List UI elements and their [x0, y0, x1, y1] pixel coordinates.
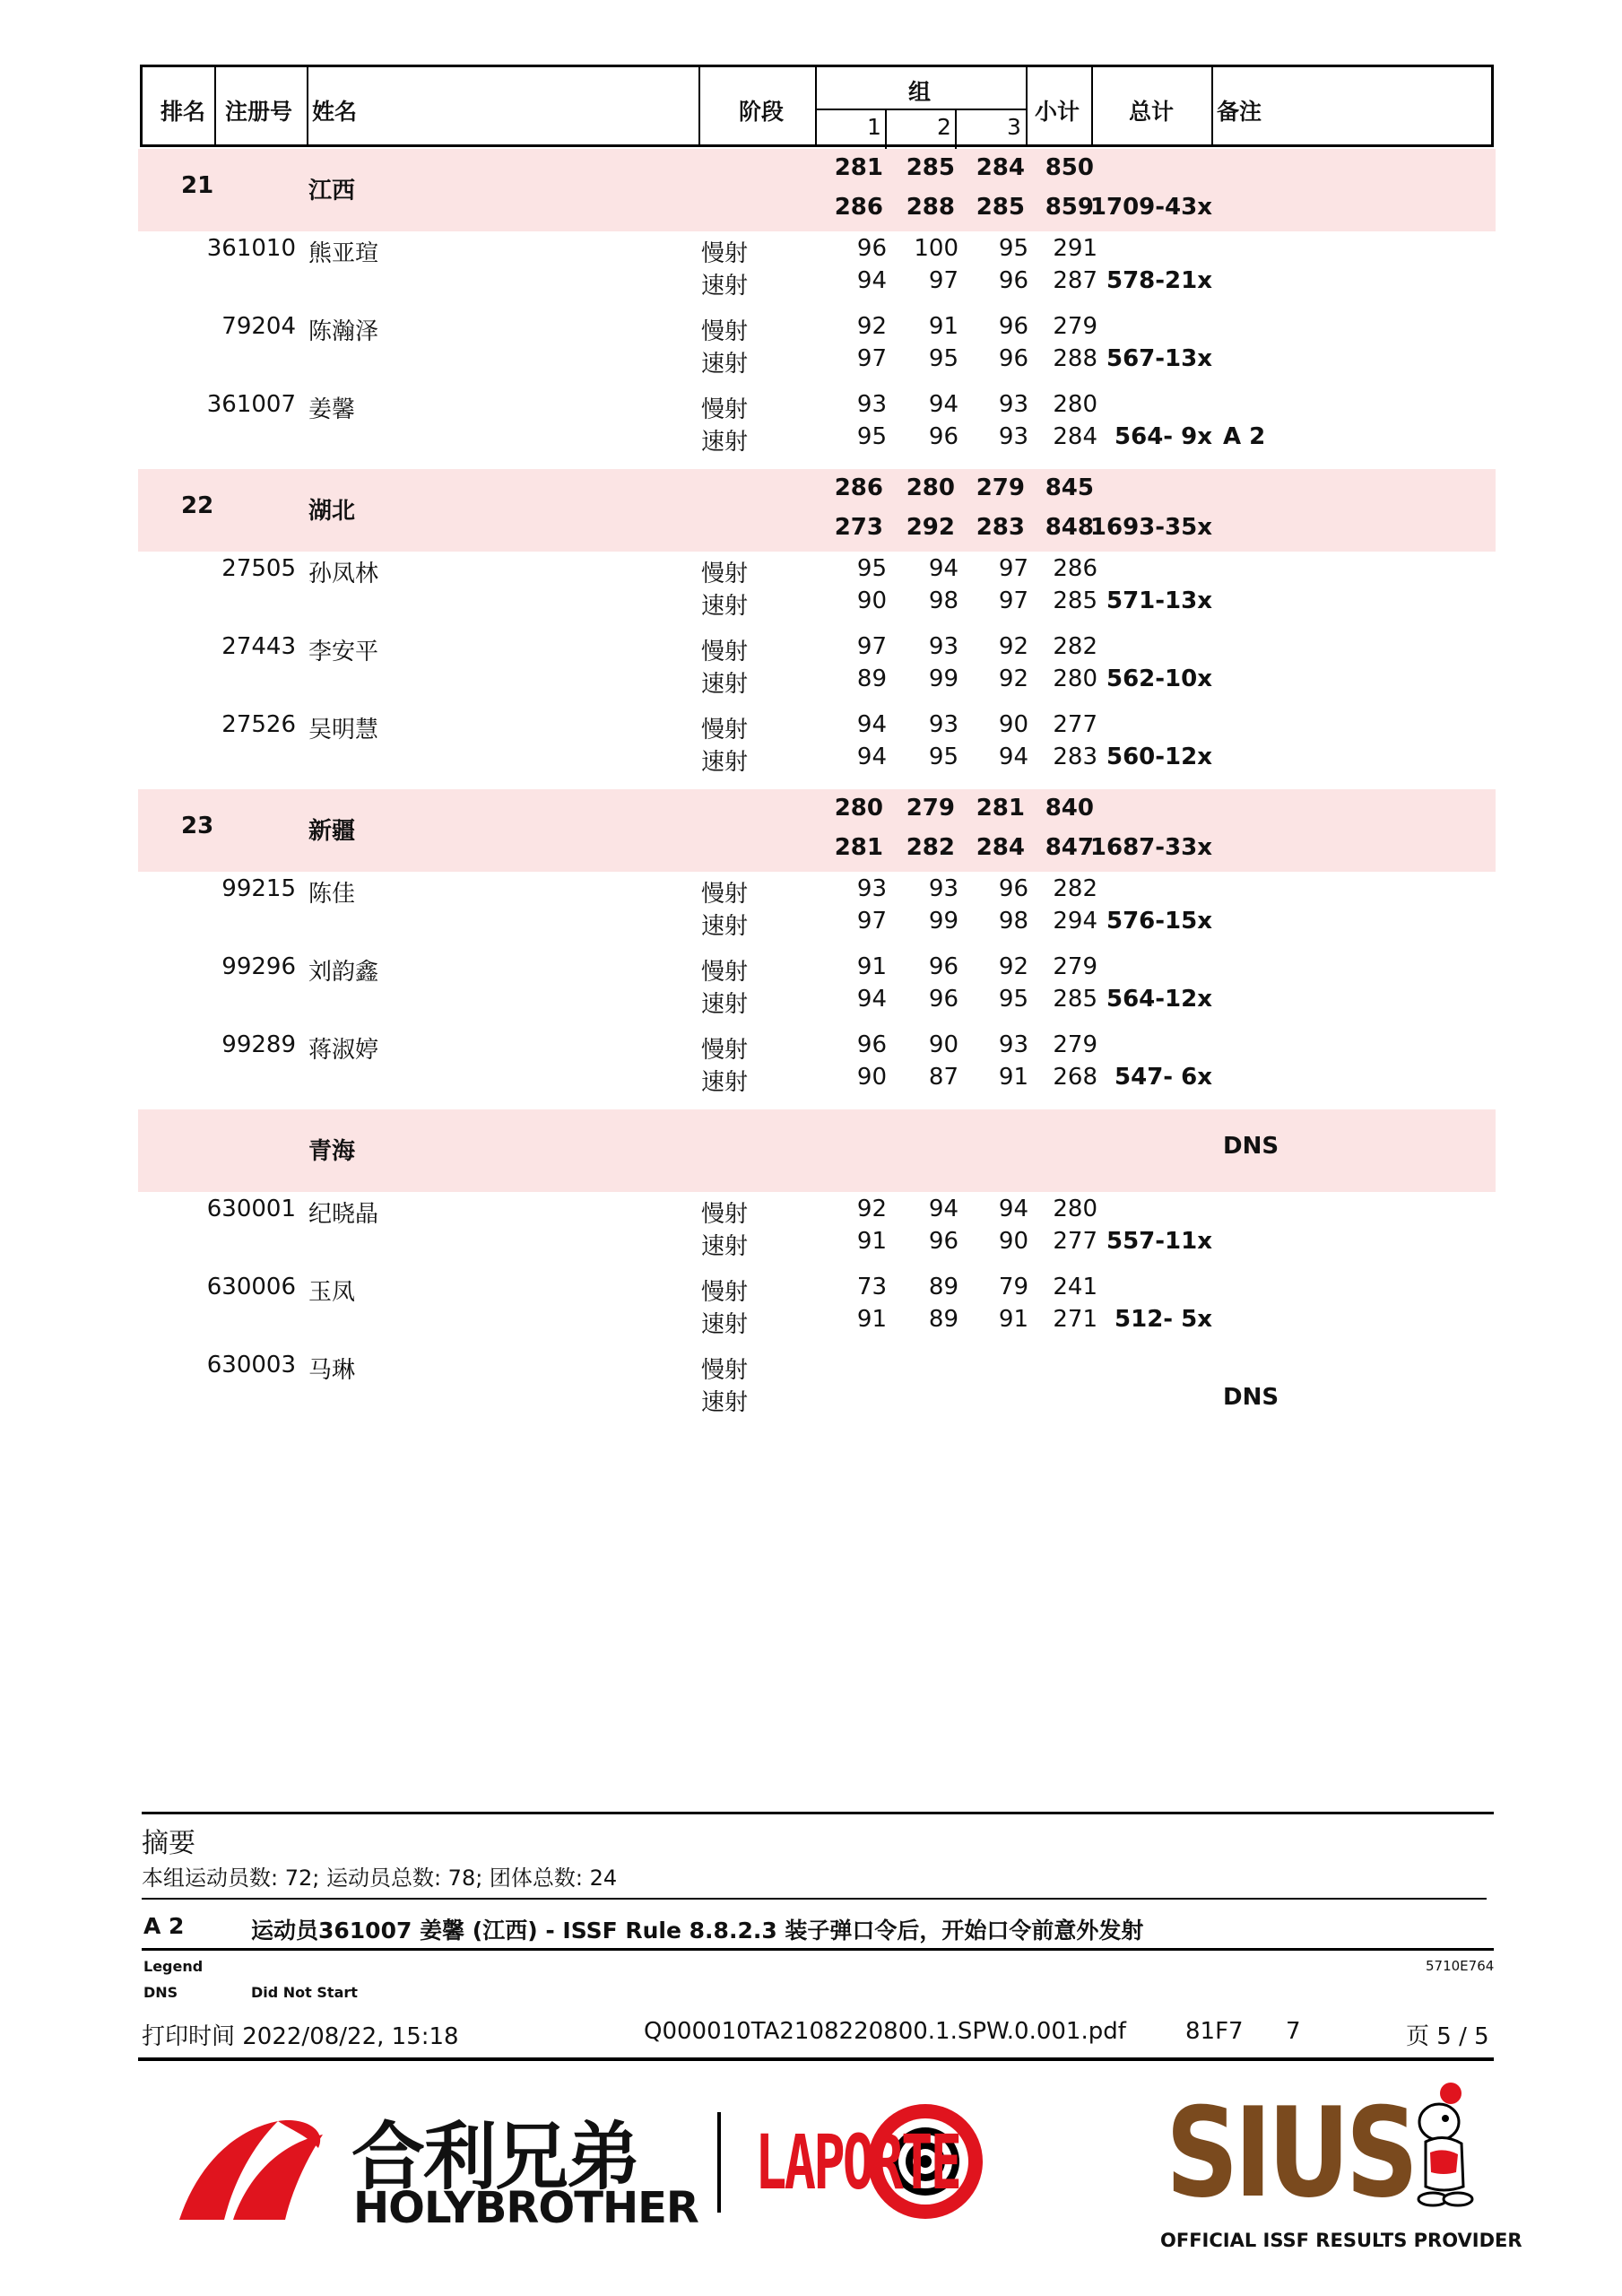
team-series-score: 848: [1045, 514, 1094, 541]
slow-series-score: 92: [856, 313, 887, 340]
rapid-series-score: 97: [856, 345, 887, 372]
team-rank: 21: [181, 172, 214, 199]
athlete-total: 571-13x: [1106, 587, 1212, 614]
athlete-total: 557-11x: [1106, 1228, 1212, 1255]
summary-text: 本组运动员数: 72; 运动员总数: 78; 团体总数: 24: [142, 1866, 618, 1891]
stage-rapid-label: 速射: [701, 1311, 749, 1338]
team-series-score: 280: [834, 795, 883, 822]
laporte-wordmark: LAPORTE: [755, 2118, 960, 2206]
athlete-total: 547- 6x: [1115, 1064, 1212, 1091]
team-series-score: 850: [1045, 154, 1094, 181]
athlete-reg-no: 99296: [221, 953, 296, 980]
athlete-name: 吴明慧: [308, 717, 379, 744]
stage-rapid-label: 速射: [701, 749, 749, 776]
slow-series-score: 94: [928, 391, 958, 418]
header-rank: 排名: [160, 99, 206, 125]
slow-series-score: 91: [928, 313, 958, 340]
athlete-reg-no: 27505: [221, 555, 296, 582]
athlete-reg-no: 361007: [206, 391, 296, 418]
slow-series-score: 93: [998, 1031, 1028, 1058]
rapid-series-score: 89: [928, 1306, 958, 1333]
results-table-header: [140, 65, 1494, 147]
team-series-score: 280: [906, 474, 955, 501]
slow-series-score: 96: [856, 235, 887, 262]
rapid-series-score: 96: [928, 1228, 958, 1255]
slow-series-score: 282: [1053, 633, 1097, 660]
group-divider: [815, 109, 1026, 110]
holybrother-logo: [170, 2094, 332, 2229]
athlete-remark: DNS: [1223, 1384, 1279, 1411]
col-divider: [698, 67, 700, 144]
rapid-series-score: 97: [998, 587, 1028, 614]
rapid-series-score: 284: [1053, 423, 1097, 450]
stage-rapid-label: 速射: [701, 1389, 749, 1416]
stage-rapid-label: 速射: [701, 1069, 749, 1096]
slow-series-score: 291: [1053, 235, 1097, 262]
stage-slow-label: 慢射: [701, 959, 749, 986]
rapid-series-score: 89: [856, 665, 887, 692]
legend-desc: Did Not Start: [251, 1984, 358, 2001]
athlete-total: 512- 5x: [1115, 1306, 1212, 1333]
rapid-series-score: 285: [1053, 587, 1097, 614]
team-total: 1709-43x: [1089, 194, 1212, 221]
rapid-series-score: 98: [928, 587, 958, 614]
rapid-series-score: 94: [856, 986, 887, 1013]
header-remark: 备注: [1217, 99, 1262, 125]
stage-rapid-label: 速射: [701, 671, 749, 698]
slow-series-score: 95: [856, 555, 887, 582]
legend-abbr: DNS: [143, 1984, 178, 2001]
team-name: 新疆: [308, 818, 356, 845]
team-series-score: 286: [834, 474, 883, 501]
team-series-score: 845: [1045, 474, 1094, 501]
athlete-reg-no: 630003: [206, 1352, 296, 1378]
rapid-series-score: 91: [856, 1228, 887, 1255]
slow-series-score: 96: [998, 875, 1028, 902]
col-divider: [1091, 67, 1093, 144]
athlete-total: 564-12x: [1106, 986, 1212, 1013]
header-name: 姓名: [312, 99, 358, 125]
slow-series-score: 279: [1053, 1031, 1097, 1058]
slow-series-score: 96: [856, 1031, 887, 1058]
stage-slow-label: 慢射: [701, 396, 749, 423]
group-subdivider: [885, 109, 887, 150]
slow-series-score: 73: [856, 1274, 887, 1300]
rapid-series-score: 91: [998, 1306, 1028, 1333]
athlete-reg-no: 630006: [206, 1274, 296, 1300]
slow-series-score: 94: [928, 555, 958, 582]
slow-series-score: 90: [928, 1031, 958, 1058]
stage-slow-label: 慢射: [701, 1037, 749, 1064]
file-name: Q000010TA2108220800.1.SPW.0.001.pdf: [644, 2018, 1126, 2045]
slow-series-score: 92: [856, 1196, 887, 1222]
rapid-series-score: 96: [928, 986, 958, 1013]
slow-series-score: 280: [1053, 1196, 1097, 1222]
team-name: 青海: [308, 1138, 356, 1165]
team-series-score: 840: [1045, 795, 1094, 822]
team-series-score: 285: [976, 194, 1025, 221]
note-text: 运动员361007 姜馨 (江西) - ISSF Rule 8.8.2.3 装子弹口令后，开始口令前意外发射: [251, 1918, 1144, 1944]
stage-rapid-label: 速射: [701, 593, 749, 620]
slow-series-score: 91: [856, 953, 887, 980]
team-name: 湖北: [308, 498, 356, 525]
team-series-score: 281: [976, 795, 1025, 822]
slow-series-score: 277: [1053, 711, 1097, 738]
rapid-series-score: 94: [856, 267, 887, 294]
slow-series-score: 279: [1053, 953, 1097, 980]
file-hash: 81F7: [1185, 2018, 1244, 2045]
team-series-score: 859: [1045, 194, 1094, 221]
col-divider: [307, 67, 308, 144]
stage-slow-label: 慢射: [701, 1201, 749, 1228]
rapid-series-score: 91: [998, 1064, 1028, 1091]
athlete-name: 熊亚瑄: [308, 240, 379, 267]
athlete-total: 564- 9x: [1115, 423, 1212, 450]
rapid-series-score: 96: [998, 345, 1028, 372]
slow-series-score: 92: [998, 953, 1028, 980]
athlete-name: 蒋淑婷: [308, 1037, 379, 1064]
stage-slow-label: 慢射: [701, 318, 749, 345]
header-reg-no: 注册号: [225, 99, 293, 125]
team-series-score: 285: [906, 154, 955, 181]
col-divider: [815, 67, 817, 144]
print-time: 打印时间 2022/08/22, 15:18: [142, 2023, 459, 2050]
rapid-series-score: 99: [928, 908, 958, 935]
team-series-score: 279: [906, 795, 955, 822]
rapid-series-score: 98: [998, 908, 1028, 935]
rapid-series-score: 91: [856, 1306, 887, 1333]
header-subtotal: 小计: [1035, 99, 1080, 125]
laporte-logo: [755, 2097, 1105, 2222]
header-total: 总计: [1129, 99, 1175, 125]
sius-mascot-icon: [1399, 2079, 1488, 2213]
rapid-series-score: 96: [998, 267, 1028, 294]
team-total: 1687-33x: [1089, 834, 1212, 861]
team-series-score: 847: [1045, 834, 1094, 861]
rapid-series-score: 294: [1053, 908, 1097, 935]
team-series-score: 282: [906, 834, 955, 861]
slow-series-score: 100: [914, 235, 958, 262]
team-series-score: 286: [834, 194, 883, 221]
slow-series-score: 93: [928, 711, 958, 738]
stage-rapid-label: 速射: [701, 1233, 749, 1260]
athlete-name: 玉凤: [308, 1279, 356, 1306]
stage-rapid-label: 速射: [701, 991, 749, 1018]
rapid-series-score: 280: [1053, 665, 1097, 692]
summary-bottom-rule: [142, 1898, 1487, 1900]
summary-top-rule: [142, 1812, 1494, 1814]
rapid-series-score: 96: [928, 423, 958, 450]
slow-series-score: 97: [856, 633, 887, 660]
stage-slow-label: 慢射: [701, 881, 749, 908]
col-divider: [214, 67, 216, 144]
sius-mascot: [1399, 2079, 1488, 2213]
slow-series-score: 280: [1053, 391, 1097, 418]
stage-slow-label: 慢射: [701, 1357, 749, 1384]
stage-rapid-label: 速射: [701, 913, 749, 940]
rapid-series-score: 277: [1053, 1228, 1097, 1255]
athlete-reg-no: 27526: [221, 711, 296, 738]
note-bottom-rule: [142, 1948, 1494, 1951]
stage-rapid-label: 速射: [701, 273, 749, 300]
athlete-total: 578-21x: [1106, 267, 1212, 294]
team-series-score: 273: [834, 514, 883, 541]
athlete-reg-no: 361010: [206, 235, 296, 262]
rapid-series-score: 90: [998, 1228, 1028, 1255]
header-group: 组: [908, 79, 932, 105]
rapid-series-score: 92: [998, 665, 1028, 692]
team-name: 江西: [308, 178, 356, 204]
athlete-remark: A 2: [1223, 423, 1266, 450]
stage-rapid-label: 速射: [701, 351, 749, 378]
rapid-series-score: 288: [1053, 345, 1097, 372]
athlete-name: 孙凤林: [308, 561, 379, 587]
holybrother-chinese: 合利兄弟: [351, 2115, 639, 2200]
rapid-series-score: 94: [998, 744, 1028, 770]
team-series-score: 279: [976, 474, 1025, 501]
legend-title: Legend: [143, 1958, 204, 1975]
summary-title: 摘要: [142, 1828, 195, 1859]
rapid-series-score: 268: [1053, 1064, 1097, 1091]
athlete-name: 纪晓晶: [308, 1201, 379, 1228]
rapid-series-score: 271: [1053, 1306, 1097, 1333]
slow-series-score: 286: [1053, 555, 1097, 582]
athlete-reg-no: 630001: [206, 1196, 296, 1222]
athlete-name: 姜馨: [308, 396, 356, 423]
rapid-series-score: 95: [928, 345, 958, 372]
slow-series-score: 89: [928, 1274, 958, 1300]
slow-series-score: 93: [928, 633, 958, 660]
slow-series-score: 282: [1053, 875, 1097, 902]
team-series-score: 284: [976, 834, 1025, 861]
file-number: 7: [1286, 2018, 1301, 2045]
logo-separator: [717, 2112, 721, 2213]
header-group-2: 2: [937, 114, 951, 140]
sius-wordmark: SIUS: [1166, 2081, 1415, 2225]
header-group-1: 1: [867, 114, 881, 140]
athlete-total: 560-12x: [1106, 744, 1212, 770]
slow-series-score: 93: [928, 875, 958, 902]
athlete-reg-no: 99215: [221, 875, 296, 902]
team-series-score: 281: [834, 834, 883, 861]
holybrother-emblem-icon: [170, 2094, 332, 2229]
team-series-score: 281: [834, 154, 883, 181]
athlete-name: 陈瀚泽: [308, 318, 379, 345]
col-divider: [1026, 67, 1028, 144]
athlete-total: 567-13x: [1106, 345, 1212, 372]
team-total: 1693-35x: [1089, 514, 1212, 541]
slow-series-score: 90: [998, 711, 1028, 738]
team-series-score: 288: [906, 194, 955, 221]
slow-series-score: 93: [856, 875, 887, 902]
slow-series-score: 93: [856, 391, 887, 418]
athlete-total: 562-10x: [1106, 665, 1212, 692]
rapid-series-score: 95: [998, 986, 1028, 1013]
header-stage: 阶段: [739, 99, 785, 125]
athlete-reg-no: 27443: [221, 633, 296, 660]
slow-series-score: 279: [1053, 313, 1097, 340]
rapid-series-score: 87: [928, 1064, 958, 1091]
page-number: 页 5 / 5: [1406, 2023, 1489, 2050]
athlete-name: 陈佳: [308, 881, 356, 908]
rapid-series-score: 93: [998, 423, 1028, 450]
team-series-score: 284: [976, 154, 1025, 181]
slow-series-score: 93: [998, 391, 1028, 418]
col-divider: [1211, 67, 1213, 144]
group-subdivider: [955, 109, 957, 150]
slow-series-score: 96: [928, 953, 958, 980]
team-series-score: 283: [976, 514, 1025, 541]
rapid-series-score: 95: [928, 744, 958, 770]
rapid-series-score: 283: [1053, 744, 1097, 770]
athlete-name: 马琳: [308, 1357, 356, 1384]
rapid-series-score: 97: [856, 908, 887, 935]
slow-series-score: 94: [928, 1196, 958, 1222]
rapid-series-score: 285: [1053, 986, 1097, 1013]
note-code: A 2: [143, 1913, 185, 1939]
rapid-series-score: 94: [856, 744, 887, 770]
rapid-series-score: 90: [856, 587, 887, 614]
stage-rapid-label: 速射: [701, 429, 749, 456]
team-remark: DNS: [1223, 1133, 1279, 1160]
slow-series-score: 95: [998, 235, 1028, 262]
athlete-name: 李安平: [308, 639, 379, 665]
rapid-series-score: 97: [928, 267, 958, 294]
header-group-3: 3: [1007, 114, 1021, 140]
athlete-total: 576-15x: [1106, 908, 1212, 935]
rapid-series-score: 90: [856, 1064, 887, 1091]
athlete-reg-no: 79204: [221, 313, 296, 340]
stage-slow-label: 慢射: [701, 1279, 749, 1306]
slow-series-score: 92: [998, 633, 1028, 660]
sius-tagline: OFFICIAL ISSF RESULTS PROVIDER: [1160, 2230, 1522, 2251]
slow-series-score: 96: [998, 313, 1028, 340]
slow-series-score: 94: [998, 1196, 1028, 1222]
team-series-score: 292: [906, 514, 955, 541]
slow-series-score: 94: [856, 711, 887, 738]
legend-code: 5710E764: [1426, 1958, 1495, 1974]
athlete-reg-no: 99289: [221, 1031, 296, 1058]
stage-slow-label: 慢射: [701, 240, 749, 267]
holybrother-english: HOLYBROTHER: [353, 2183, 698, 2233]
team-rank: 22: [181, 492, 214, 519]
stage-slow-label: 慢射: [701, 639, 749, 665]
footer-rule: [138, 2057, 1494, 2061]
stage-slow-label: 慢射: [701, 717, 749, 744]
stage-slow-label: 慢射: [701, 561, 749, 587]
rapid-series-score: 99: [928, 665, 958, 692]
slow-series-score: 79: [998, 1274, 1028, 1300]
rapid-series-score: 95: [856, 423, 887, 450]
slow-series-score: 241: [1053, 1274, 1097, 1300]
slow-series-score: 97: [998, 555, 1028, 582]
team-rank: 23: [181, 813, 214, 839]
athlete-name: 刘韵鑫: [308, 959, 379, 986]
rapid-series-score: 287: [1053, 267, 1097, 294]
